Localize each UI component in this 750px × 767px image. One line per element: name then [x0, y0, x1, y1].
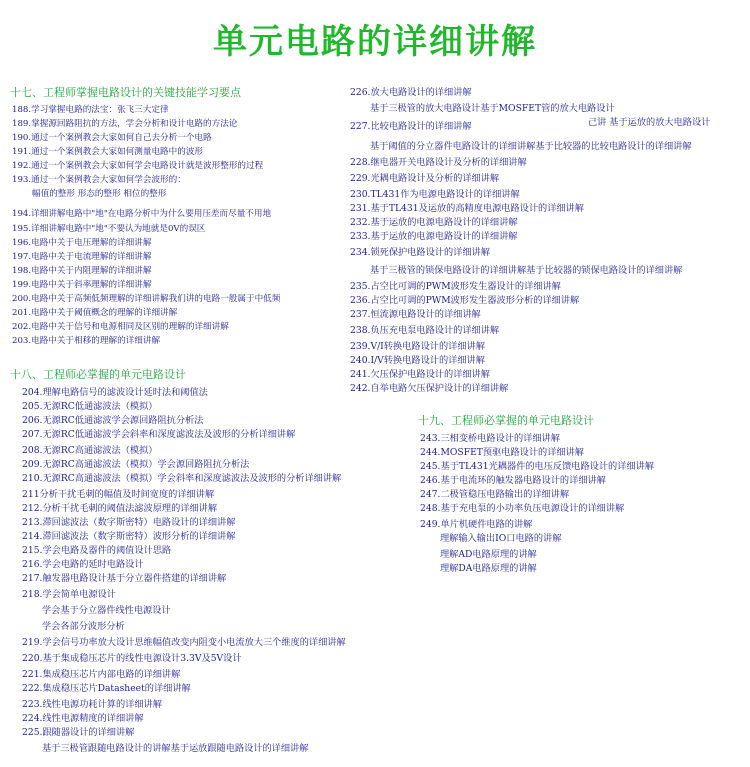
list-item: 204.理解电路信号的滤波设计延时法和阈值法: [22, 387, 208, 398]
list-item: 231.基于TL431及运放的高精度电源电路设计的详细讲解: [350, 203, 584, 214]
list-item: 210.无源RC高通滤波法（模拟）学会斜率和深度滤波法及波形的分析详细讲解: [22, 473, 342, 484]
list-item: 223.线性电源功耗计算的详细讲解: [22, 699, 162, 710]
list-item: 247.二极管稳压电路输出的详细讲解: [420, 489, 570, 500]
list-item: 211分析干扰毛刺的幅值及时间宽度的详细讲解: [22, 489, 215, 500]
list-item: 190.通过一个案例教会大家如何自己去分析一个电路: [12, 133, 212, 143]
list-item: 191.通过一个案例教会大家如何测量电路中的波形: [12, 147, 204, 157]
list-item: 201.电路中关于阈值概念的理解的详细讲解: [12, 308, 178, 318]
list-item: 219.学会信号功率放大设计思维幅值改变内阻变小电流放大三个维度的详细讲解: [22, 637, 346, 648]
list-item: 195.详细讲解电路中"地"不要认为地就是0V的误区: [12, 224, 206, 234]
list-item: 198.电路中关于内阻理解的详细讲解: [12, 266, 152, 276]
list-item: 225.跟随器设计的详细讲解: [22, 727, 135, 738]
list-item: 213.滞回滤波法（数字斯密特）电路设计的详细讲解: [22, 517, 236, 528]
list-item: 239.V/I转换电路设计的详细讲解: [350, 341, 485, 352]
list-item: 189.掌握源回路阻抗的方法，学会分析和设计电路的方法论: [12, 119, 238, 129]
list-item: 205.无源RC低通滤波法（模拟）: [22, 401, 158, 412]
list-item: 238.负压充电泵电路设计的详细讲解: [350, 325, 500, 336]
list-item: 224.线性电源精度的详细讲解: [22, 713, 144, 724]
list-item: 196.电路中关于电压理解的详细讲解: [12, 238, 152, 248]
section-17-heading: 十七、工程师掌握电路设计的关键技能学习要点: [10, 86, 241, 99]
list-item: 248.基于充电泵的小功率负压电源设计的详细讲解: [420, 503, 625, 514]
list-item: 207.无源RC低通滤波学会斜率和深度滤波法及波形的分析详细讲解: [22, 429, 296, 440]
list-item: 246.基于电流环的触发器电路设计的详细讲解: [420, 475, 606, 486]
list-item: 212.分析干扰毛刺的阈值法滤波原理的详细讲解: [22, 503, 218, 514]
list-item: 197.电路中关于电流理解的详细讲解: [12, 252, 152, 262]
list-item: 基于三极管的放大电路设计基于MOSFET管的放大电路设计: [370, 103, 615, 114]
list-item: 236.占空比可调的PWM波形发生器波形分析的详细讲解: [350, 295, 580, 306]
list-item: 240.I/V转换电路设计的详细讲解: [350, 355, 485, 366]
list-item: 200.电路中关于高频低频理解的详细讲解我们讲的电路一般属于中低频: [12, 294, 281, 304]
list-item: 243.三相变桥电路设计的详细讲解: [420, 433, 560, 444]
list-item: 理解输入输出IO口电路的讲解: [440, 533, 562, 544]
list-item: 209.无源RC高通滤波法（模拟）学会源回路阻抗分析法: [22, 459, 250, 470]
list-item: 202.电路中关于信号和电源相同及区别的理解的详细讲解: [12, 322, 229, 332]
list-item: 227.比较电路设计的详细讲解: [350, 121, 472, 132]
list-item: 226.放大电路设计的详细讲解: [350, 87, 472, 98]
list-item: 234.锁死保护电路设计的详细讲解: [350, 247, 490, 258]
list-item: 208.无源RC高通滤波法（模拟）: [22, 445, 158, 456]
list-item: 基于三极管跟随电路设计的讲解基于运放跟随电路设计的详细讲解: [42, 743, 309, 754]
list-item: 194.详细讲解电路中"地"在电路分析中为什么要用压差而尽量不用地: [12, 209, 272, 219]
list-item: 基于阈值的分立器件电路设计的详细讲解基于比较器的比较电路设计的详细讲解: [370, 141, 692, 152]
note-line: 己讲 基于运放的放大电路设计: [588, 117, 711, 128]
list-item: 221.集成稳压芯片内部电路的详细讲解: [22, 669, 181, 680]
section-19-heading: 十九、工程师必掌握的单元电路设计: [418, 414, 594, 427]
list-item: 学会基于分立器件线性电源设计: [42, 605, 171, 616]
list-item: 193.通过一个案例教会大家如何学会波形的：: [12, 175, 186, 185]
section-18-heading: 十八、工程师必掌握的单元电路设计: [10, 368, 186, 381]
list-item: 203.电路中关于相移的理解的详细讲解: [12, 336, 161, 346]
list-item: 幅值的整形 形态的整形 相位的整形: [32, 189, 167, 199]
list-item: 理解AD电路原理的讲解: [440, 549, 537, 560]
list-item: 229.光耦电路设计及分析的详细讲解: [350, 173, 500, 184]
list-item: 235.占空比可调的PWM波形发生器设计的详细讲解: [350, 281, 561, 292]
list-item: 245.基于TL431光耦器件的电压反馈电路设计的详细讲解: [420, 461, 654, 472]
list-item: 237.恒流源电路设计的详细讲解: [350, 309, 481, 320]
list-item: 217.触发器电路设计基于分立器件搭建的详细讲解: [22, 573, 227, 584]
list-item: 230.TL431作为电源电路设计的详细讲解: [350, 189, 520, 200]
list-item: 216.学会电路的延时电路设计: [22, 559, 144, 570]
list-item: 214.滞回滤波法（数字斯密特）波形分析的详细讲解: [22, 531, 236, 542]
list-item: 249.单片机硬件电路的讲解: [420, 519, 533, 530]
list-item: 215.学会电路及器件的阈值设计思路: [22, 545, 172, 556]
list-item: 242.自举电路欠压保护设计的详细讲解: [350, 383, 509, 394]
list-item: 199.电路中关于斜率理解的详细讲解: [12, 280, 152, 290]
list-item: 222.集成稳压芯片Datasheet的详细讲解: [22, 683, 191, 694]
list-item: 233.基于运放的电源电路设计的详细讲解: [350, 231, 518, 242]
list-item: 206.无源RC低通滤波学会源回路阻抗分析法: [22, 415, 204, 426]
list-item: 220.基于集成稳压芯片的线性电源设计3.3V及5V设计: [22, 653, 242, 664]
list-item: 228.继电器开关电路设计及分析的详细讲解: [350, 157, 527, 168]
list-item: 232.基于运放的电源电路设计的详细讲解: [350, 217, 518, 228]
list-item: 理解DA电路原理的讲解: [440, 563, 537, 574]
list-item: 188.学习掌握电路的法宝：张飞三大定律: [12, 105, 169, 115]
list-item: 学会各部分波形分析: [42, 621, 125, 632]
list-item: 192.通过一个案例教会大家如何学会电路设计就是波形整形的过程: [12, 161, 264, 171]
list-item: 241.欠压保护电路设计的详细讲解: [350, 369, 490, 380]
list-item: 218.学会简单电源设计: [22, 589, 116, 600]
list-item: 244.MOSFET预驱电路设计的详细讲解: [420, 447, 584, 458]
list-item: 基于三极管的锁保电路设计的详细讲解基于比较器的锁保电路设计的详细讲解: [370, 265, 683, 276]
page-title: 单元电路的详细讲解: [213, 22, 537, 62]
